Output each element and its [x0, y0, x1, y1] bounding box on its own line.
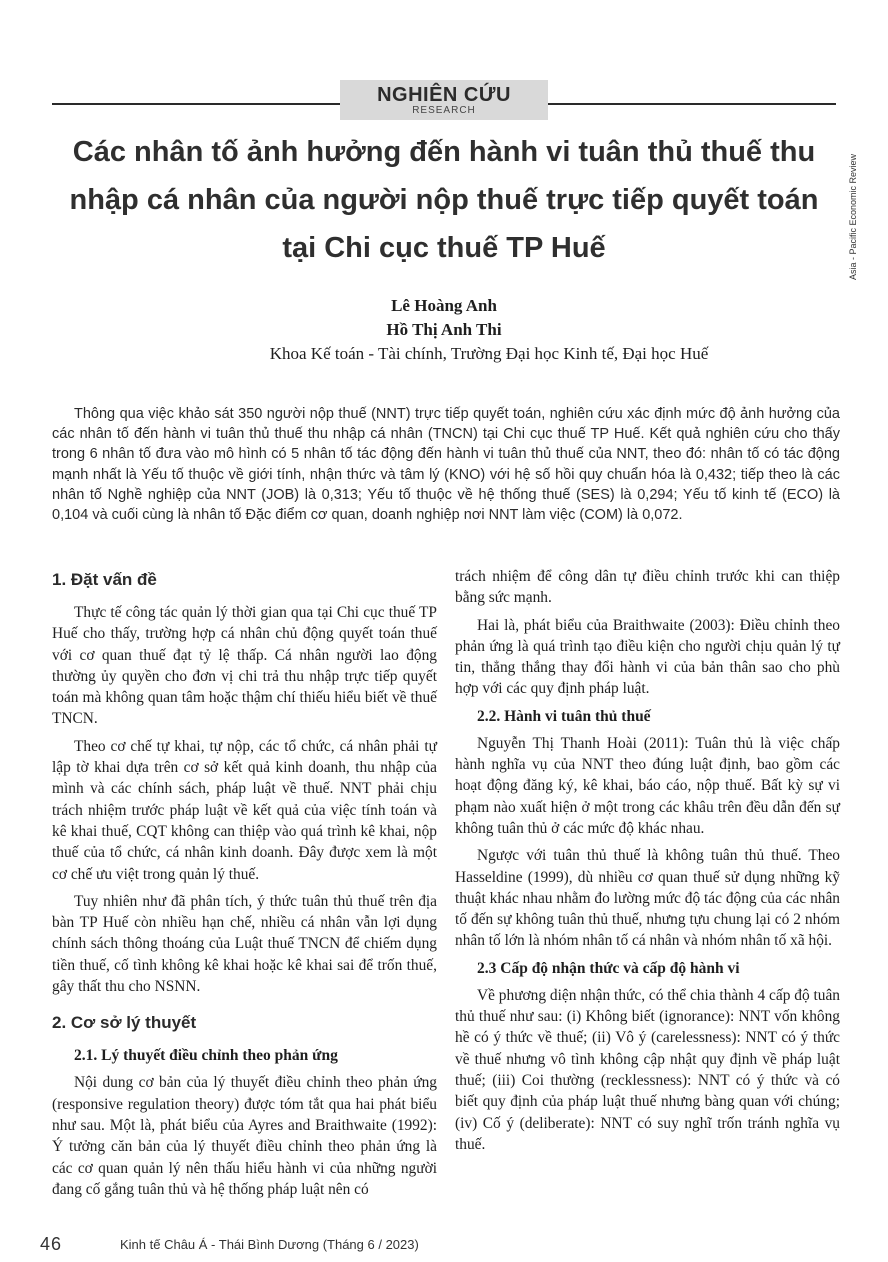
author-affiliation: Khoa Kế toán - Tài chính, Trường Đại học Kinh tế, Đại học Huế [269, 344, 709, 363]
author-name: Hồ Thị Anh Thi [386, 320, 502, 339]
paragraph: Theo cơ chế tự khai, tự nộp, các tổ chức, cá nhân phải tự lập tờ khai dựa trên cơ sở kết quả kinh doanh, thu nhập của mình và các chính sách, pháp luật về thuế. NNT phải chịu trách nhiệm trước pháp luật về kết quả của việc tính toán và kê khai thuế, CQT không can thiệp vào quá trình kê khai, nộp thuế của tổ chức, cá nhân kinh doanh. Đây được xem là một cơ chế ưu việt trong quản lý thuế. [52, 737, 437, 883]
article-title [40, 128, 848, 272]
paragraph: Nội dung cơ bản của lý thuyết điều chỉnh theo phản ứng (responsive regulation theory) được tóm tắt qua hai phát biểu như sau. Một là, phát biểu của Ayres and Braithwaite (1992): Ý tưởng căn bản của lý thuyết điều chỉnh theo phản ứng là các cơ quan quản lý nên thấu hiểu hành vi của những người đang cố gắng tuân thủ và hệ thống pháp luật nên có [52, 1074, 437, 1198]
title-line: tại Chi cục thuế TP Huế [282, 232, 606, 264]
paragraph: trách nhiệm để công dân tự điều chỉnh trước khi can thiệp bằng sức mạnh. [455, 568, 840, 607]
paragraph: Thực tế công tác quản lý thời gian qua tại Chi cục thuế TP Huế cho thấy, trường hợp cá nhân chủ động quyết toán thuế với cơ quan thuế đạt tỷ lệ thấp. Cá nhân người lao động thường ủy quyền cho đơn vị chi trả thu nhập trực tiếp quyết toán mà không quan tâm hoặc thậm chí thiếu hiểu biết về thuế TNCN. [52, 604, 437, 728]
title-line: nhập cá nhân của người nộp thuế trực tiếp quyết toán [69, 184, 819, 216]
subsection-heading: 2.1. Lý thuyết điều chỉnh theo phản ứng [74, 1047, 338, 1065]
section-tag [340, 80, 548, 120]
paragraph: Về phương diện nhận thức, có thể chia thành 4 cấp độ tuân thủ thuế như sau: (i) Không biết (ignorance): NNT vốn không hề có ý thức về thuế; (ii) Vô ý (carelessness): NNT có ý thức về thuế nhưng vô tình không cập nhật quy định về pháp luật thuế; (iii) Coi thường (recklessness): NNT có ý thức và có biết quy định của pháp luật thuế nhưng bàng quan với chúng; (iv) Cố ý (deliberate): NNT có suy nghĩ trốn tránh nghĩa vụ thuế. [455, 986, 840, 1153]
page-number: 46 [40, 1234, 63, 1254]
author-name: Lê Hoàng Anh [391, 296, 497, 315]
left-column [52, 562, 437, 1206]
abstract: Thông qua việc khảo sát 350 người nộp thuế (NNT) trực tiếp quyết toán, nghiên cứu xác định mức độ ảnh hưởng của các nhân tố đến hành vi tuân thủ thuế thu nhập cá nhân (TNCN) tại Chi cục thuế TP Huế. Kết quả nghiên cứu cho thấy trong 6 nhân tố đưa vào mô hình có 5 nhân tố tác động đến hành vi tuân thủ thuế của NNT, theo đó: nhân tố có tác động mạnh nhất là Yếu tố thuộc về giới tính, nhận thức và tâm lý (KNO) với hệ số hồi quy chuẩn hóa là 0,432; tiếp theo là các nhân tố Nghề nghiệp của NNT (JOB) là 0,313; Yếu tố thuộc về hệ thống thuế (SES) là 0,294; Yếu tố kinh tế (ECO) là 0,104 và cuối cùng là nhân tố Đặc điểm cơ quan, doanh nghiệp nơi NNT làm việc (COM) là 0,072. [52, 406, 840, 524]
paragraph: Tuy nhiên như đã phân tích, ý thức tuân thủ thuế trên địa bàn TP Huế còn nhiều hạn chế, nhiều cá nhân vẫn lợi dụng chính sách thông thoáng của Luật thuế TNCN để chiếm dụng tiền thuế, cố tình không kê khai hoặc kê khai sai để trốn thuế, gây thất thu cho NSNN. [52, 892, 437, 996]
subsection-heading: 2.3 Cấp độ nhận thức và cấp độ hành vi [477, 959, 740, 977]
subsection-heading: 2.2. Hành vi tuân thủ thuế [477, 707, 651, 725]
section-tag-en: RESEARCH [412, 105, 476, 116]
right-column [455, 566, 840, 1161]
paragraph: Nguyễn Thị Thanh Hoài (2011): Tuân thủ là việc chấp hành nghĩa vụ của NNT theo đúng luật định, bao gồm các hoạt động đăng ký, kê khai, báo cáo, nộp thuế. Bất kỳ sự vi phạm nào xuất hiện ở một trong các khâu trên đều dẫn đến sự không tuân thủ ở các mức độ khác nhau. [455, 734, 840, 837]
paragraph: Hai là, phát biểu của Braithwaite (2003): Điều chỉnh theo phản ứng là quá trình tạo điều kiện cho người chịu quản lý tự tin, thẳng thắng thay đổi hành vi của bản thân sao cho phù hợp với các quy định pháp luật. [455, 616, 840, 698]
paragraph: Ngược với tuân thủ thuế là không tuân thủ thuế. Theo Hasseldine (1999), dù nhiều cơ quan thuế sử dụng những kỹ thuật khác nhau nhằm đo lường mức độ tác động của các nhân tố đến sự không tuân thủ thuế, nhưng tựu chung lại có 2 nhóm nhân tố lớn là nhóm nhân tố cá nhân và nhóm nhân tố xã hội. [455, 847, 840, 950]
section-heading: 2. Cơ sở lý thuyết [52, 1013, 197, 1033]
title-line: Các nhân tố ảnh hưởng đến hành vi tuân thủ thuế thu [72, 136, 816, 168]
journal-footer: Kinh tế Châu Á - Thái Bình Dương (Tháng 6 / 2023) [120, 1237, 419, 1252]
journal-side-label: Asia - Pacific Economic Review [848, 153, 858, 280]
page-footer [40, 1234, 848, 1256]
author-block [40, 294, 848, 366]
section-tag-vi: NGHIÊN CỨU [377, 84, 511, 106]
section-heading: 1. Đặt vấn đề [52, 570, 157, 589]
